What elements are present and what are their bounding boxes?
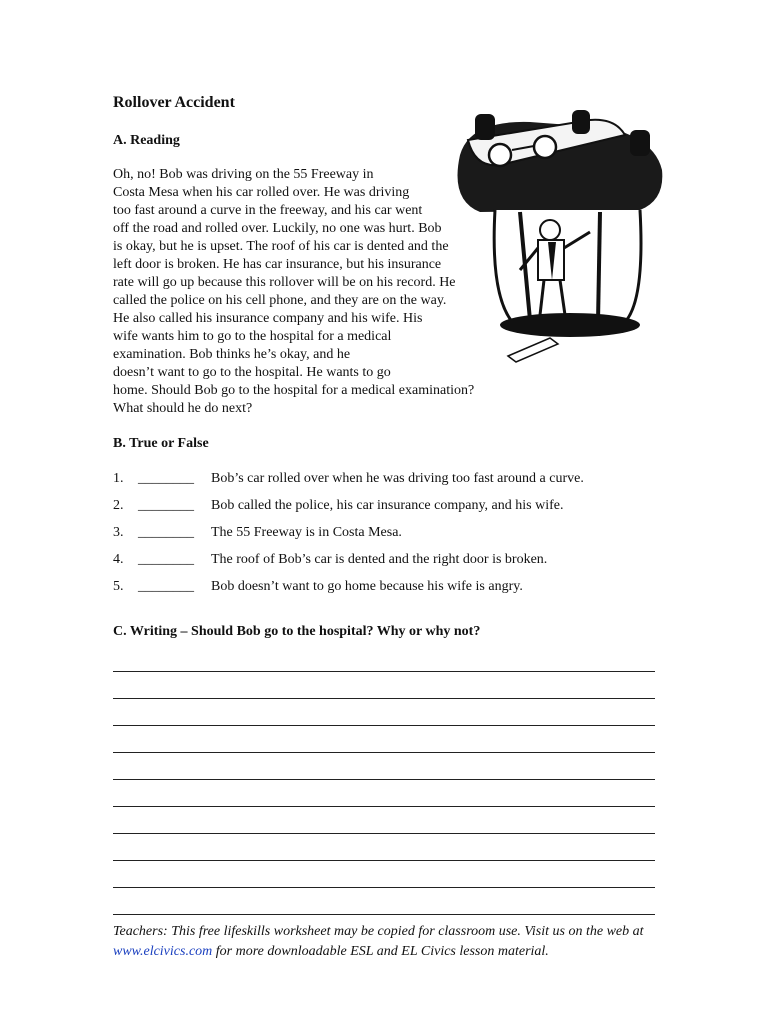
rollover-car-illustration [440, 100, 675, 370]
statement-text: Bob’s car rolled over when he was driving too fast around a curve. [211, 471, 584, 486]
reading-line: He also called his insurance company and his wife. His [113, 311, 423, 326]
footer-text: Teachers: This free lifeskills worksheet may be copied for classroom use. Visit us on the web at [113, 924, 644, 939]
item-number: 2. [113, 498, 124, 513]
answer-blank[interactable]: ________ [138, 471, 194, 486]
item-number: 4. [113, 552, 124, 567]
answer-blank[interactable]: ________ [138, 552, 194, 567]
answer-blank[interactable]: ________ [138, 525, 194, 540]
reading-line: Oh, no! Bob was driving on the 55 Freeway in [113, 167, 374, 182]
website-link[interactable]: www.elcivics.com [113, 944, 213, 959]
item-number: 5. [113, 579, 124, 594]
item-number: 1. [113, 471, 124, 486]
teacher-footer-note [113, 922, 673, 962]
section-a-heading: A. Reading [113, 133, 180, 148]
footer-text-end: for more downloadable ESL and EL Civics lesson material. [212, 944, 549, 959]
answer-blank[interactable]: ________ [138, 498, 194, 513]
writing-line[interactable] [113, 806, 655, 807]
item-number: 3. [113, 525, 124, 540]
reading-line: off the road and rolled over. Luckily, no one was hurt. Bob [113, 221, 442, 236]
answer-blank[interactable]: ________ [138, 579, 194, 594]
writing-line[interactable] [113, 752, 655, 753]
writing-line[interactable] [113, 725, 655, 726]
section-c-heading: C. Writing – Should Bob go to the hospital? Why or why not? [113, 624, 481, 639]
statement-text: The roof of Bob’s car is dented and the right door is broken. [211, 552, 548, 567]
reading-line: is okay, but he is upset. The roof of his car is dented and the [113, 239, 449, 254]
reading-line: home. Should Bob go to the hospital for a medical examination? [113, 383, 475, 398]
writing-line[interactable] [113, 860, 655, 861]
reading-line: doesn’t want to go to the hospital. He wants to go [113, 365, 391, 380]
reading-line: left door is broken. He has car insurance, but his insurance [113, 257, 442, 272]
section-b-heading: B. True or False [113, 436, 209, 451]
reading-line: What should he do next? [113, 401, 253, 416]
reading-line: called the police on his cell phone, and they are on the way. [113, 293, 447, 308]
writing-line[interactable] [113, 887, 655, 888]
statement-text: The 55 Freeway is in Costa Mesa. [211, 525, 402, 540]
statement-text: Bob called the police, his car insurance company, and his wife. [211, 498, 564, 513]
reading-line: wife wants him to go to the hospital for a medical [113, 329, 392, 344]
writing-line[interactable] [113, 671, 655, 672]
reading-line: rate will go up because this rollover will be on his record. He [113, 275, 456, 290]
statement-text: Bob doesn’t want to go home because his wife is angry. [211, 579, 523, 594]
reading-line: too fast around a curve in the freeway, and his car went [113, 203, 423, 218]
writing-line[interactable] [113, 914, 655, 915]
reading-line: examination. Bob thinks he’s okay, and he [113, 347, 351, 362]
page-title: Rollover Accident [113, 94, 235, 111]
writing-line[interactable] [113, 698, 655, 699]
reading-line: Costa Mesa when his car rolled over. He was driving [113, 185, 410, 200]
writing-line[interactable] [113, 779, 655, 780]
writing-line[interactable] [113, 833, 655, 834]
